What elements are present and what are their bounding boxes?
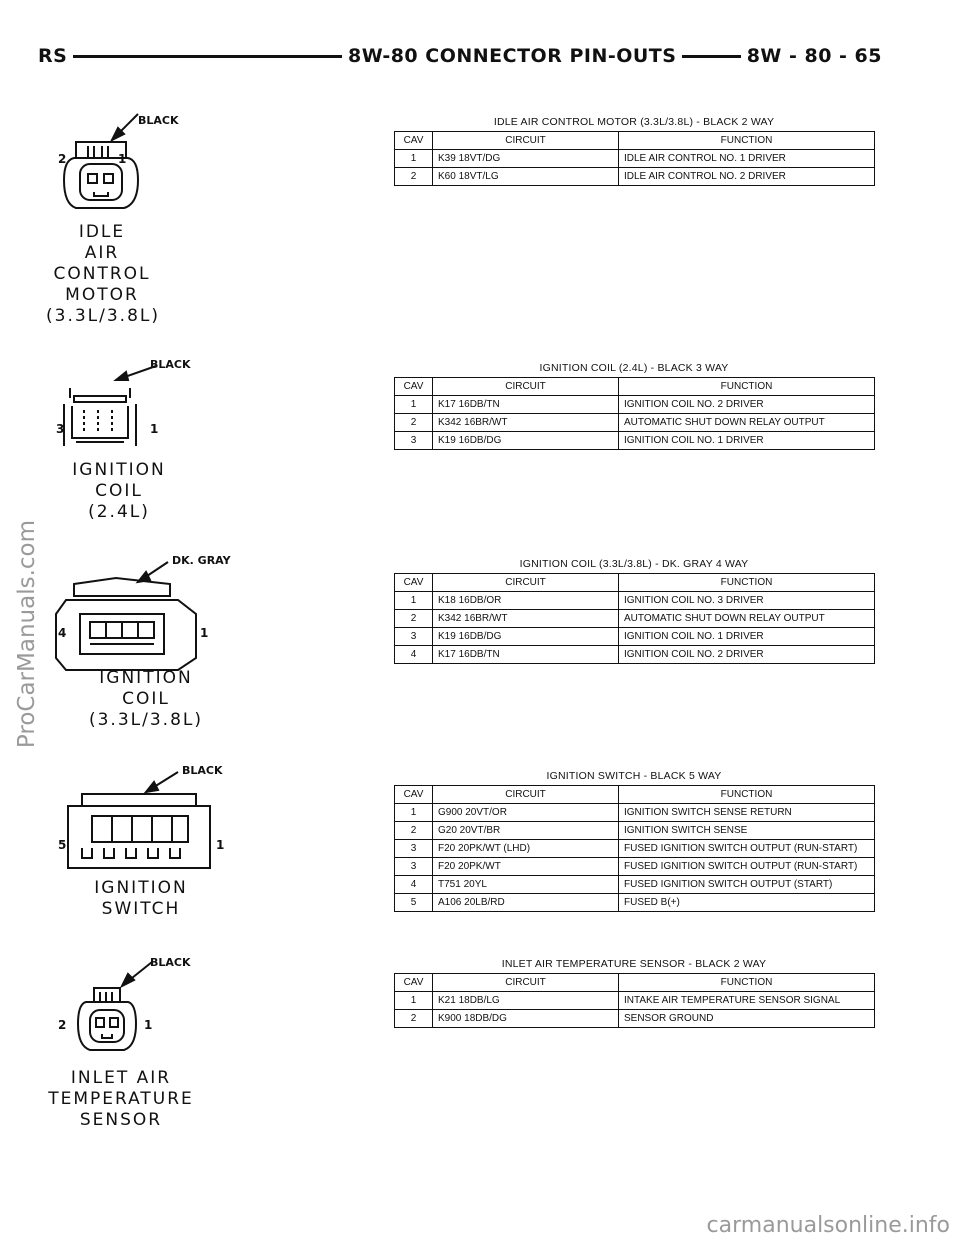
cell-function: FUSED B(+): [619, 894, 875, 912]
pinout-table: [394, 973, 875, 1028]
cell-function: IGNITION COIL NO. 1 DRIVER: [619, 432, 875, 450]
table-header-row: [395, 378, 875, 396]
pinout-table: [394, 573, 875, 664]
col-header-cav: CAV: [395, 574, 433, 592]
table-row: [395, 876, 875, 894]
pinout-table-block: [394, 558, 874, 664]
diagram-label-line: SENSOR: [79, 1110, 163, 1130]
color-tag: BLACK: [150, 956, 191, 969]
table-header-row: [395, 574, 875, 592]
diagram-label-line: (2.4L): [88, 502, 150, 522]
watermark-bottom: carmanualsonline.info: [706, 1213, 950, 1238]
table-title: IGNITION SWITCH - BLACK 5 WAY: [546, 770, 722, 782]
col-header-function: FUNCTION: [619, 786, 875, 804]
cell-function: IGNITION COIL NO. 2 DRIVER: [619, 646, 875, 664]
pinout-table-block: [394, 958, 874, 1028]
diagram-label: [76, 668, 216, 731]
table-row: [395, 396, 875, 414]
pinout-table-block: [394, 116, 874, 186]
diagram-label-line: AIR: [84, 243, 120, 263]
cell-function: AUTOMATIC SHUT DOWN RELAY OUTPUT: [619, 414, 875, 432]
col-header-circuit: CIRCUIT: [433, 786, 619, 804]
watermark-side: ProCarManuals.com: [14, 520, 40, 749]
header-left: RS: [38, 44, 73, 68]
page-header: [38, 44, 882, 74]
diagram-label-line: COIL: [95, 481, 143, 501]
cell-circuit: F20 20PK/WT (LHD): [433, 840, 619, 858]
cell-circuit: K17 16DB/TN: [433, 396, 619, 414]
pinout-table-block: [394, 770, 874, 912]
col-header-cav: CAV: [395, 974, 433, 992]
cell-cav: 3: [395, 840, 433, 858]
diagram-label-line: IGNITION: [94, 878, 188, 898]
table-row: [395, 646, 875, 664]
cell-function: IDLE AIR CONTROL NO. 1 DRIVER: [619, 150, 875, 168]
cell-function: IGNITION COIL NO. 2 DRIVER: [619, 396, 875, 414]
table-header-row: [395, 786, 875, 804]
cell-circuit: K18 16DB/OR: [433, 592, 619, 610]
cell-function: IDLE AIR CONTROL NO. 2 DRIVER: [619, 168, 875, 186]
diagram-label: [86, 878, 196, 920]
color-tag: BLACK: [138, 114, 179, 127]
cell-circuit: G20 20VT/BR: [433, 822, 619, 840]
cell-function: IGNITION SWITCH SENSE: [619, 822, 875, 840]
diagram-label-line: COIL: [122, 689, 170, 709]
diagram-label: [46, 1068, 196, 1131]
cell-function: AUTOMATIC SHUT DOWN RELAY OUTPUT: [619, 610, 875, 628]
cell-circuit: G900 20VT/OR: [433, 804, 619, 822]
cell-cav: 1: [395, 592, 433, 610]
col-header-function: FUNCTION: [619, 378, 875, 396]
cell-function: FUSED IGNITION SWITCH OUTPUT (RUN-START): [619, 858, 875, 876]
table-title: INLET AIR TEMPERATURE SENSOR - BLACK 2 WAY: [501, 958, 767, 970]
table-row: [395, 1010, 875, 1028]
cell-cav: 4: [395, 646, 433, 664]
table-title: IDLE AIR CONTROL MOTOR (3.3L/3.8L) - BLACK 2 WAY: [493, 116, 775, 128]
diagram-label-line: CONTROL: [53, 264, 151, 284]
cell-cav: 2: [395, 168, 433, 186]
table-row: [395, 858, 875, 876]
cell-cav: 3: [395, 432, 433, 450]
table-row: [395, 168, 875, 186]
pin-right-label: 1: [118, 152, 127, 166]
cell-circuit: K17 16DB/TN: [433, 646, 619, 664]
table-row: [395, 592, 875, 610]
pin-right-label: 1: [144, 1018, 153, 1032]
pinout-table-block: [394, 362, 874, 450]
table-header-row: [395, 974, 875, 992]
table-row: [395, 804, 875, 822]
table-row: [395, 822, 875, 840]
cell-function: IGNITION COIL NO. 3 DRIVER: [619, 592, 875, 610]
cell-cav: 1: [395, 992, 433, 1010]
pin-right-label: 1: [150, 422, 159, 436]
table-row: [395, 414, 875, 432]
header-title: 8W-80 CONNECTOR PIN-OUTS: [342, 44, 682, 68]
pin-right-label: 1: [200, 626, 209, 640]
col-header-cav: CAV: [395, 786, 433, 804]
col-header-circuit: CIRCUIT: [433, 574, 619, 592]
pinout-table: [394, 785, 875, 912]
cell-circuit: K60 18VT/LG: [433, 168, 619, 186]
diagram-label-line: (3.3L/3.8L): [46, 306, 161, 326]
col-header-function: FUNCTION: [619, 974, 875, 992]
cell-circuit: K39 18VT/DG: [433, 150, 619, 168]
cell-circuit: K900 18DB/DG: [433, 1010, 619, 1028]
cell-cav: 2: [395, 1010, 433, 1028]
col-header-circuit: CIRCUIT: [433, 378, 619, 396]
connector-5way-icon: [46, 758, 256, 878]
cell-cav: 1: [395, 804, 433, 822]
color-tag: BLACK: [182, 764, 223, 777]
cell-circuit: K21 18DB/LG: [433, 992, 619, 1010]
pin-right-label: 1: [216, 838, 225, 852]
cell-cav: 4: [395, 876, 433, 894]
col-header-function: FUNCTION: [619, 574, 875, 592]
cell-cav: 1: [395, 396, 433, 414]
cell-cav: 2: [395, 610, 433, 628]
cell-function: FUSED IGNITION SWITCH OUTPUT (START): [619, 876, 875, 894]
cell-cav: 2: [395, 822, 433, 840]
color-tag: BLACK: [150, 358, 191, 371]
diagram-label-line: SWITCH: [101, 899, 181, 919]
cell-function: INTAKE AIR TEMPERATURE SENSOR SIGNAL: [619, 992, 875, 1010]
connector-diagram: [46, 548, 256, 730]
col-header-circuit: CIRCUIT: [433, 132, 619, 150]
connector-diagram: [46, 758, 256, 919]
pin-left-label: 5: [58, 838, 67, 852]
col-header-cav: CAV: [395, 378, 433, 396]
diagram-label-line: IGNITION: [99, 668, 193, 688]
connector-diagram: [46, 100, 256, 326]
cell-circuit: K342 16BR/WT: [433, 414, 619, 432]
cell-function: FUSED IGNITION SWITCH OUTPUT (RUN-START): [619, 840, 875, 858]
table-row: [395, 628, 875, 646]
table-row: [395, 840, 875, 858]
diagram-label-line: (3.3L/3.8L): [88, 710, 203, 730]
pin-left-label: 2: [58, 1018, 67, 1032]
cell-function: IGNITION COIL NO. 1 DRIVER: [619, 628, 875, 646]
diagram-label-line: INLET AIR: [70, 1068, 172, 1088]
cell-function: IGNITION SWITCH SENSE RETURN: [619, 804, 875, 822]
header-page-number: 8W - 80 - 65: [741, 44, 882, 68]
cell-cav: 1: [395, 150, 433, 168]
connector-diagram: [46, 950, 256, 1130]
diagram-label-line: TEMPERATURE: [48, 1089, 194, 1109]
cell-function: SENSOR GROUND: [619, 1010, 875, 1028]
connector-4way-icon: [46, 548, 256, 678]
cell-circuit: A106 20LB/RD: [433, 894, 619, 912]
table-row: [395, 610, 875, 628]
pin-left-label: 4: [58, 626, 67, 640]
table-header-row: [395, 132, 875, 150]
table-row: [395, 150, 875, 168]
pinout-table: [394, 131, 875, 186]
color-tag: DK. GRAY: [172, 554, 231, 567]
diagram-label-line: IGNITION: [72, 460, 166, 480]
cell-cav: 5: [395, 894, 433, 912]
table-row: [395, 992, 875, 1010]
diagram-label-line: MOTOR: [65, 285, 139, 305]
table-row: [395, 894, 875, 912]
col-header-circuit: CIRCUIT: [433, 974, 619, 992]
col-header-function: FUNCTION: [619, 132, 875, 150]
table-row: [395, 432, 875, 450]
cell-cav: 2: [395, 414, 433, 432]
connector-diagram: [46, 350, 256, 522]
diagram-label: [54, 460, 184, 523]
cell-circuit: K19 16DB/DG: [433, 628, 619, 646]
cell-circuit: T751 20YL: [433, 876, 619, 894]
diagram-label: [46, 222, 161, 327]
cell-circuit: F20 20PK/WT: [433, 858, 619, 876]
cell-cav: 3: [395, 628, 433, 646]
col-header-cav: CAV: [395, 132, 433, 150]
pinout-table: [394, 377, 875, 450]
pin-left-label: 3: [56, 422, 65, 436]
pin-left-label: 2: [58, 152, 67, 166]
table-title: IGNITION COIL (2.4L) - BLACK 3 WAY: [539, 362, 729, 374]
cell-circuit: K342 16BR/WT: [433, 610, 619, 628]
table-title: IGNITION COIL (3.3L/3.8L) - DK. GRAY 4 WAY: [519, 558, 749, 570]
cell-circuit: K19 16DB/DG: [433, 432, 619, 450]
cell-cav: 3: [395, 858, 433, 876]
diagram-label-line: IDLE: [78, 222, 126, 242]
